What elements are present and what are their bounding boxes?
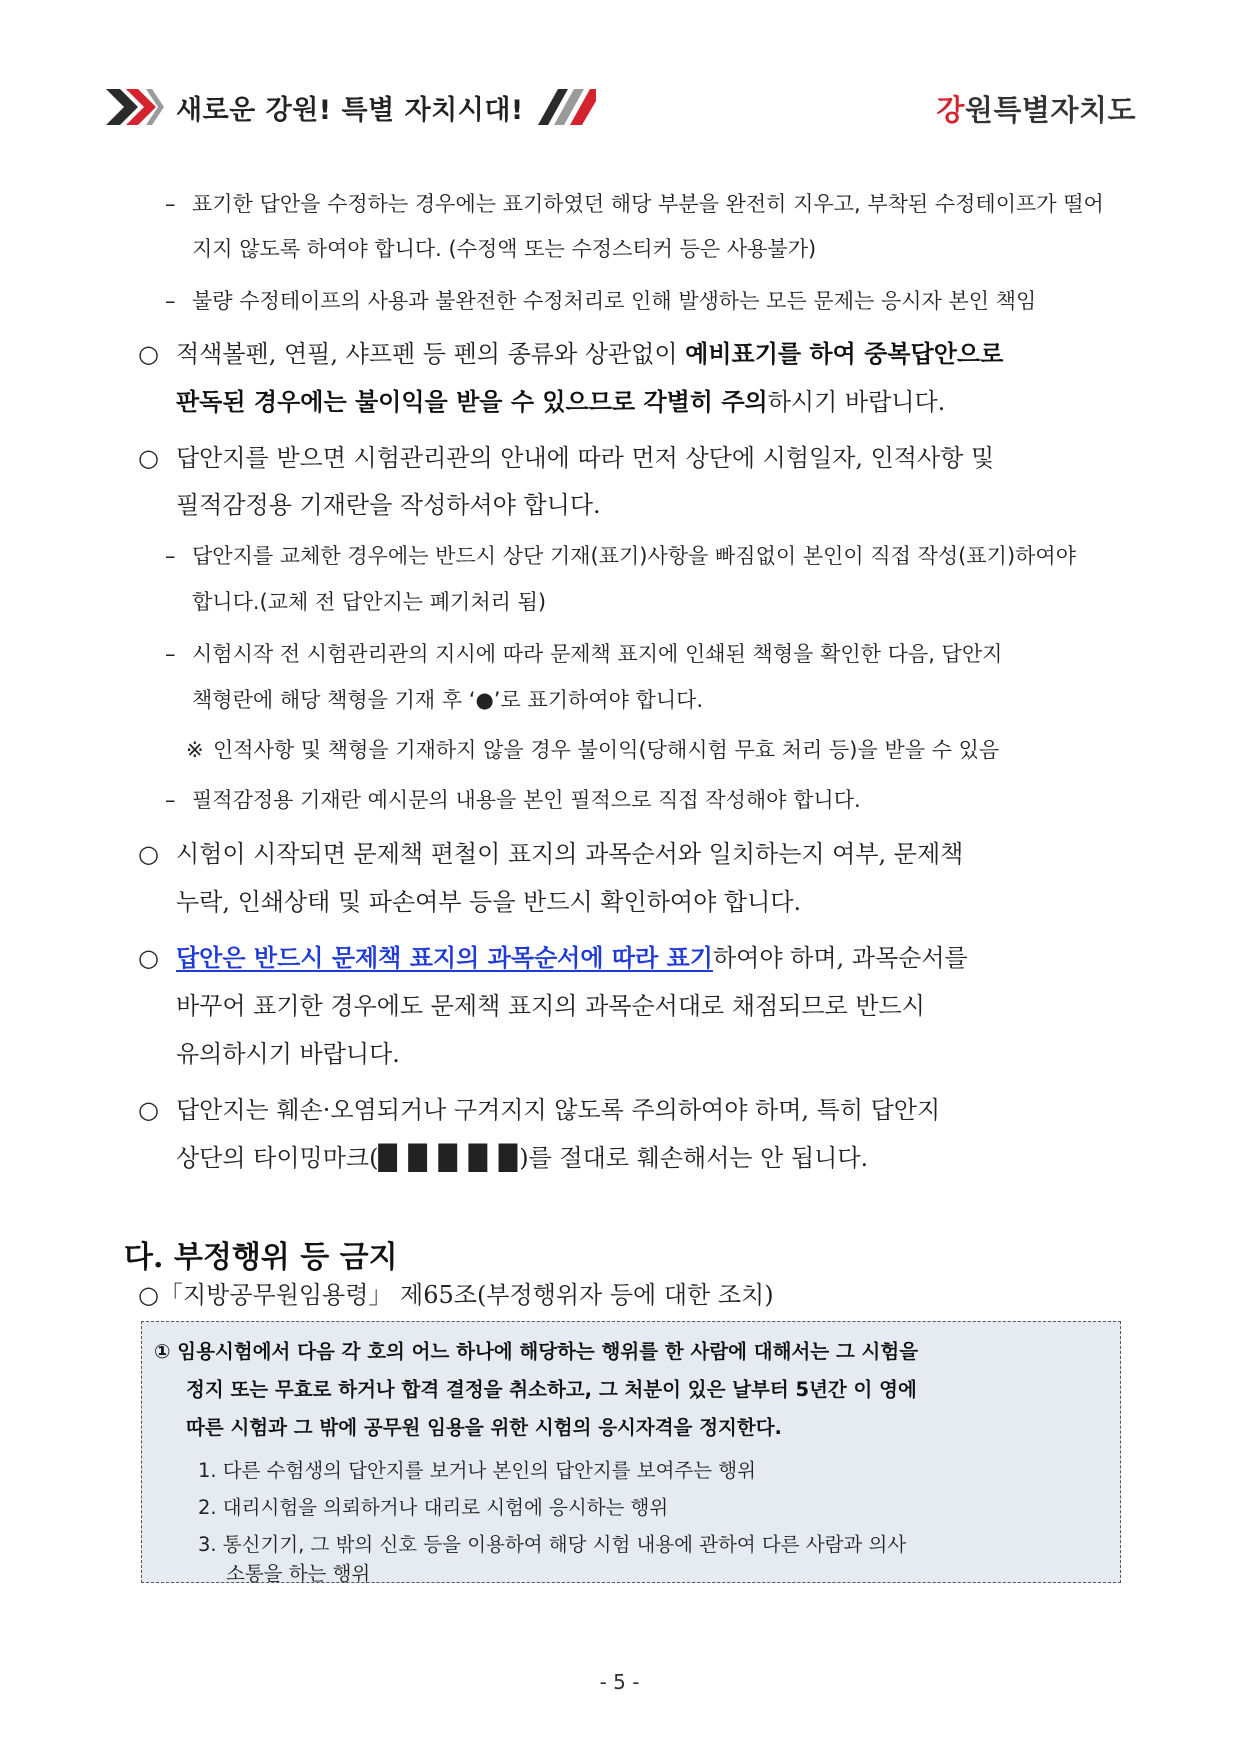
circle-bullet: ○	[138, 1096, 159, 1124]
section-title: 다. 부정행위 등 금지	[124, 1240, 398, 1275]
org-logo	[936, 88, 1136, 129]
dash-item-cont	[192, 586, 546, 616]
line-text: 적색볼펜, 연필, 샤프펜 등 펜의 종류와 상관없이	[176, 340, 686, 368]
law-list-item: 2. 대리시험을 의뢰하거나 대리로 시험에 응시하는 행위	[198, 1496, 669, 1519]
dash-item	[165, 638, 1002, 668]
line-text: 답안지는 훼손·오염되거나 구겨지지 않도록 주의하여야 하며, 특히 답안지	[176, 1096, 941, 1124]
circle-bullet: ○	[138, 444, 159, 472]
line-text: 책형란에 해당 책형을 기재 후 ‘●’로 표기하여야 합니다.	[192, 688, 704, 712]
dash-symbol: –	[165, 788, 176, 812]
note-symbol: ※	[186, 738, 204, 762]
dash-symbol: –	[165, 192, 176, 216]
circle-item	[138, 334, 1003, 369]
circle-item-cont	[176, 986, 925, 1021]
line-text: 상단의 타이밍마크(	[176, 1144, 379, 1172]
slogan-text: 새로운 강원! 특별 자치시대!	[176, 94, 524, 126]
law-paragraph: 따른 시험과 그 밖에 공무원 임용을 위한 시험의 응시자격을 정지한다.	[186, 1416, 782, 1439]
dash-item-cont	[192, 233, 816, 263]
dash-symbol: –	[165, 289, 176, 313]
line-text: 바꾸어 표기한 경우에도 문제책 표지의 과목순서대로 채점되므로 반드시	[176, 992, 925, 1020]
timing-mark-symbols: █ █ █ █ █	[378, 1144, 520, 1172]
page-header	[106, 84, 1136, 130]
line-text: 합니다.(교체 전 답안지는 폐기처리 됨)	[192, 590, 547, 614]
circle-item-cont	[176, 382, 945, 417]
circle-bullet: ○	[138, 340, 159, 368]
line-text: 「지방공무원임용령」 제65조(부정행위자 등에 대한 조치)	[158, 1281, 774, 1309]
circle-item	[138, 834, 963, 869]
law-list-item: 1. 다른 수험생의 답안지를 보거나 본인의 답안지를 보여주는 행위	[198, 1459, 756, 1482]
stripe-right-icon	[538, 89, 596, 125]
line-text: 답안지를 받으면 시험관리관의 안내에 따라 먼저 상단에 시험일자, 인적사항 및	[176, 444, 995, 472]
law-paragraph: ① 임용시험에서 다음 각 호의 어느 하나에 해당하는 행위를 한 사람에 대해서는 그 시험을	[154, 1340, 919, 1363]
line-text: 유의하시기 바랍니다.	[176, 1040, 400, 1068]
circle-item-cont	[176, 1034, 400, 1069]
circle-item	[138, 1090, 940, 1125]
law-excerpt-box	[141, 1321, 1121, 1583]
line-text: )를 절대로 훼손해서는 안 됩니다.	[519, 1144, 869, 1172]
law-paragraph: 정지 또는 무효로 하거나 합격 결정을 취소하고, 그 처분이 있은 날부터 5년간 이 영에	[186, 1378, 917, 1401]
circle-item	[138, 938, 968, 973]
line-text: 불량 수정테이프의 사용과 불완전한 수정처리로 인해 발생하는 모든 문제는 응시자 본인 책임	[192, 289, 1037, 313]
circle-item-cont	[176, 1138, 868, 1173]
line-text: 누락, 인쇄상태 및 파손여부 등을 반드시 확인하여야 합니다.	[176, 888, 802, 916]
line-text: 시험시작 전 시험관리관의 지시에 따라 문제책 표지에 인쇄된 책형을 확인한 다음, 답안지	[192, 642, 1003, 666]
circle-bullet: ○	[138, 1281, 159, 1309]
law-list-item: 소통을 하는 행위	[226, 1562, 371, 1585]
line-text: 답안지를 교체한 경우에는 반드시 상단 기재(표기)사항을 빠짐없이 본인이 직접 작성(표기)하여야	[192, 544, 1076, 568]
dash-item-cont	[192, 684, 703, 714]
page-number: - 5 -	[599, 1670, 640, 1694]
line-text: 시험이 시작되면 문제책 편철이 표지의 과목순서와 일치하는지 여부, 문제책	[176, 840, 964, 868]
line-text: 하여야 하며, 과목순서를	[713, 944, 968, 972]
circle-bullet: ○	[138, 944, 159, 972]
line-text: 인적사항 및 책형을 기재하지 않을 경우 불이익(당해시험 무효 처리 등)을 받을 수 있음	[213, 738, 1000, 762]
slogan-banner	[106, 84, 596, 130]
emphasis-text: 예비표기를 하여 중복답안으로	[685, 340, 1004, 368]
line-text: 필적감정용 기재란 예시문의 내용을 본인 필적으로 직접 작성해야 합니다.	[192, 788, 861, 812]
dash-symbol: –	[165, 544, 176, 568]
dash-item	[165, 285, 1036, 315]
circle-item	[138, 438, 994, 473]
circle-bullet: ○	[138, 840, 159, 868]
line-text: 하시기 바랍니다.	[767, 388, 946, 416]
dash-item	[165, 784, 861, 814]
line-text: 지지 않도록 하여야 합니다. (수정액 또는 수정스티커 등은 사용불가)	[192, 237, 817, 261]
law-list-item: 3. 통신기기, 그 밖의 신호 등을 이용하여 해당 시험 내용에 관하여 다른 사람과 의사	[198, 1533, 907, 1556]
line-text: 표기한 답안을 수정하는 경우에는 표기하였던 해당 부분을 완전히 지우고, 부착된 수정테이프가 떨어	[192, 192, 1104, 216]
dash-item	[165, 188, 1104, 218]
law-reference	[138, 1275, 774, 1310]
underlined-emphasis: 답안은 반드시 문제책 표지의 과목순서에 따라 표기	[176, 943, 713, 972]
org-logo-prefix: 강	[936, 93, 965, 127]
line-text: 필적감정용 기재란을 작성하셔야 합니다.	[176, 491, 601, 519]
dash-symbol: –	[165, 642, 176, 666]
stripe-left-icon	[106, 89, 164, 125]
dash-item	[165, 540, 1076, 570]
note-item	[186, 734, 999, 764]
emphasis-text: 판독된 경우에는 불이익을 받을 수 있으므로 각별히 주의	[176, 388, 768, 416]
circle-item-cont	[176, 882, 801, 917]
org-logo-text: 원특별자치도	[964, 93, 1136, 127]
circle-item-cont	[176, 485, 601, 520]
